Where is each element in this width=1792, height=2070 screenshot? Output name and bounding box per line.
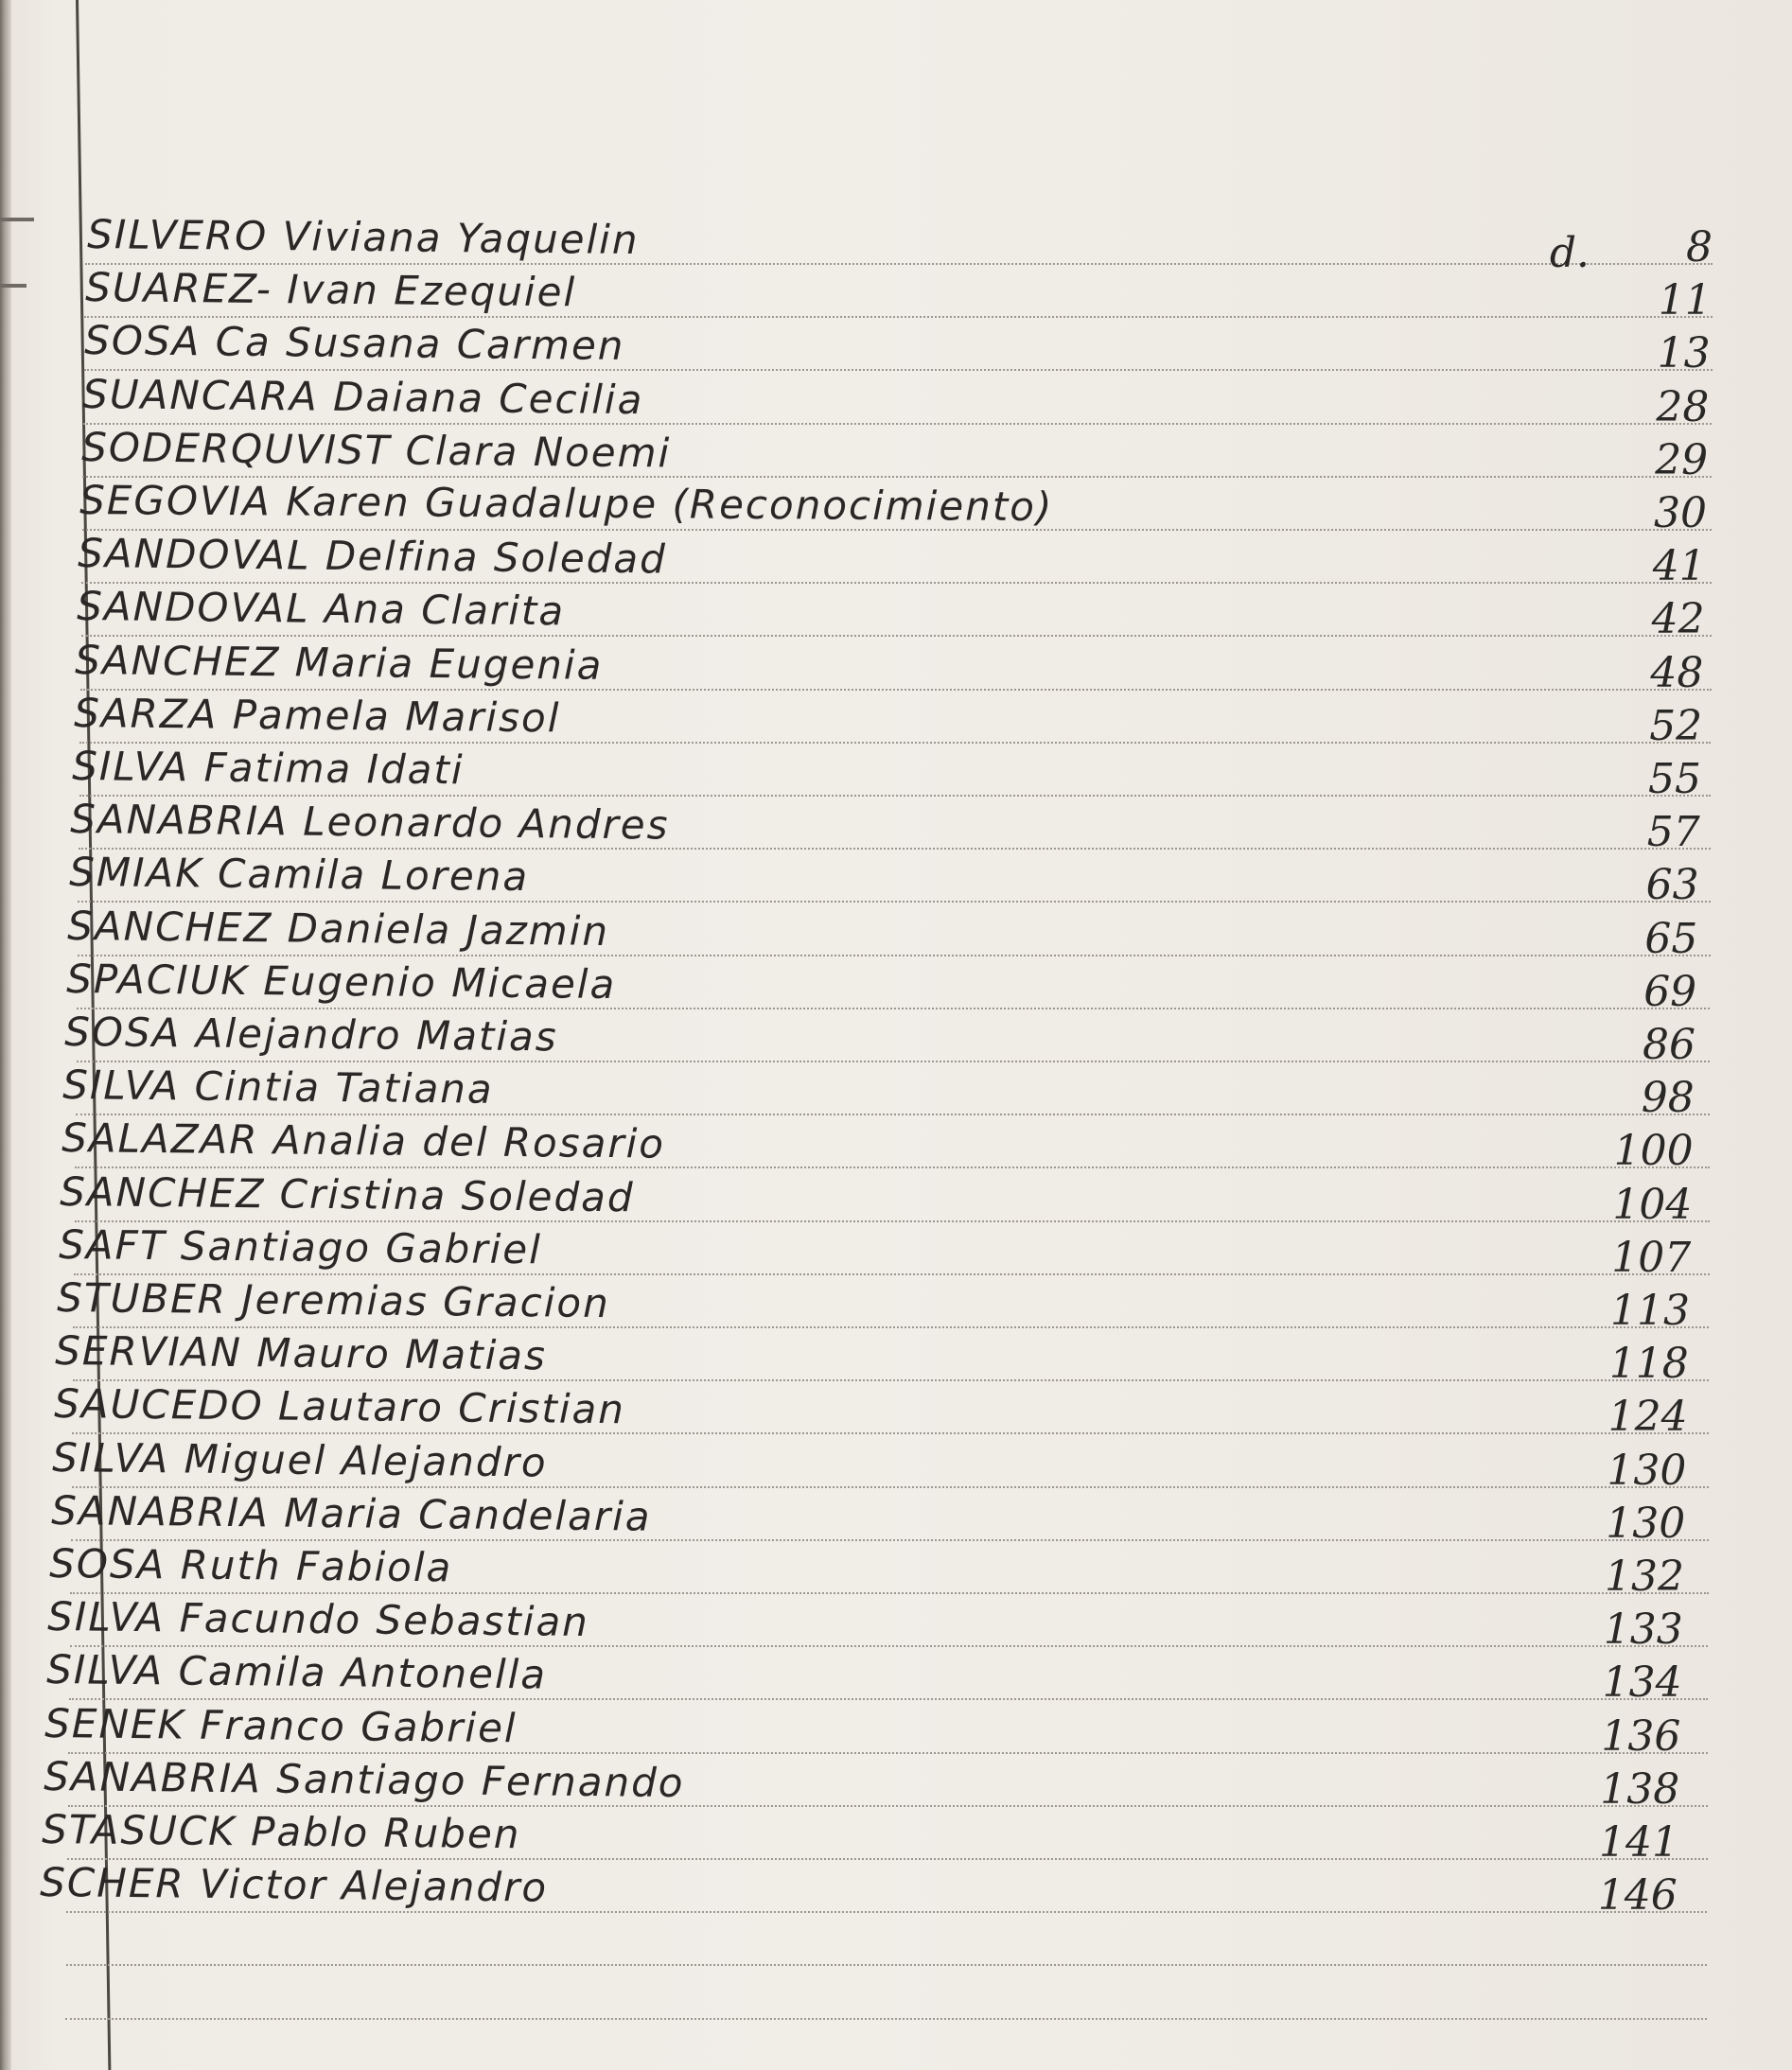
entry-number: 63 bbox=[1645, 861, 1699, 910]
list-item bbox=[0, 580, 1792, 644]
student-name: SUAREZ- Ivan Ezequiel bbox=[85, 264, 577, 316]
student-name: SANABRIA Maria Candelaria bbox=[50, 1486, 652, 1540]
student-name: SANABRIA Santiago Fernando bbox=[43, 1752, 685, 1806]
student-name: SILVA Fatima Idati bbox=[72, 743, 465, 794]
student-name: SAUCEDO Lautaro Cristian bbox=[53, 1380, 625, 1433]
student-name: SANDOVAL Ana Clarita bbox=[76, 583, 566, 635]
entry-number: 11 bbox=[1658, 276, 1712, 325]
list-item bbox=[0, 314, 1792, 378]
entry-number: 8 bbox=[1686, 223, 1713, 272]
entry-number: 134 bbox=[1602, 1658, 1682, 1708]
entry-number: 29 bbox=[1655, 435, 1709, 484]
list-item bbox=[0, 1112, 1792, 1176]
entry-number: 48 bbox=[1650, 648, 1704, 697]
list-item bbox=[0, 740, 1792, 803]
entry-number: 55 bbox=[1648, 755, 1701, 803]
student-name: SANABRIA Leonardo Andres bbox=[70, 796, 671, 849]
entry-number: 113 bbox=[1610, 1287, 1690, 1335]
student-name: SANCHEZ Daniela Jazmin bbox=[67, 902, 610, 955]
entry-number: 130 bbox=[1607, 1446, 1687, 1495]
student-name: SOSA Ca Susana Carmen bbox=[83, 317, 625, 370]
student-name: SENEK Franco Gabriel bbox=[44, 1699, 518, 1751]
entry-number: 124 bbox=[1608, 1393, 1688, 1442]
entry-number: 141 bbox=[1599, 1818, 1678, 1867]
list-item bbox=[0, 793, 1792, 857]
list-item bbox=[0, 1643, 1792, 1708]
ruled-line bbox=[66, 1964, 1707, 1966]
list-item bbox=[0, 687, 1792, 750]
list-item bbox=[0, 953, 1792, 1016]
student-name: SODERQUVIST Clara Noemi bbox=[80, 423, 672, 477]
list-item bbox=[0, 1750, 1792, 1814]
list-item bbox=[0, 846, 1792, 910]
student-name: SANCHEZ Maria Eugenia bbox=[75, 636, 604, 689]
list-item bbox=[0, 1219, 1792, 1282]
list-item bbox=[0, 1803, 1792, 1867]
list-item bbox=[0, 1006, 1792, 1069]
entry-number: 118 bbox=[1608, 1340, 1689, 1389]
student-name: SAFT Santiago Gabriel bbox=[58, 1220, 542, 1273]
list-item bbox=[0, 1590, 1792, 1655]
entry-number: 57 bbox=[1646, 808, 1700, 857]
student-name: SARZA Pamela Marisol bbox=[73, 689, 561, 742]
entry-number: 30 bbox=[1654, 489, 1707, 537]
entry-number: 133 bbox=[1603, 1605, 1683, 1655]
student-name: SUANCARA Daiana Cecilia bbox=[82, 370, 644, 423]
list-item bbox=[0, 208, 1792, 277]
list-item bbox=[0, 1537, 1792, 1601]
list-item bbox=[0, 1059, 1792, 1123]
student-name: SANCHEZ Cristina Soledad bbox=[60, 1167, 636, 1220]
list-item bbox=[0, 527, 1792, 591]
entry-number: 132 bbox=[1605, 1552, 1684, 1601]
list-item bbox=[0, 261, 1792, 325]
entry-number: 138 bbox=[1600, 1764, 1680, 1814]
student-name: SALAZAR Analia del Rosario bbox=[61, 1114, 666, 1168]
entry-number: 65 bbox=[1644, 914, 1698, 963]
list-item bbox=[0, 900, 1792, 963]
list-item bbox=[0, 1166, 1792, 1229]
student-name: SANDOVAL Delfina Soledad bbox=[78, 530, 668, 583]
entry-number: 100 bbox=[1613, 1127, 1694, 1176]
entry-number: 52 bbox=[1649, 701, 1703, 750]
list-item bbox=[0, 1272, 1792, 1335]
student-name: SILVA Camila Antonella bbox=[45, 1646, 548, 1698]
student-name: SILVERO Viviana Yaquelin bbox=[87, 211, 640, 264]
entry-number: 13 bbox=[1657, 329, 1711, 378]
list-item bbox=[0, 474, 1792, 537]
entry-number: 130 bbox=[1606, 1499, 1686, 1548]
list-item bbox=[0, 1431, 1792, 1495]
entry-number: 107 bbox=[1611, 1233, 1692, 1282]
entry-number: 146 bbox=[1597, 1871, 1678, 1921]
student-name: SOSA Ruth Fabiola bbox=[49, 1540, 453, 1591]
entry-number: 98 bbox=[1641, 1074, 1695, 1123]
list-item bbox=[0, 1697, 1792, 1761]
student-name: SILVA Cintia Tatiana bbox=[62, 1061, 495, 1113]
list-item bbox=[0, 421, 1792, 484]
list-item bbox=[0, 1377, 1792, 1442]
entry-number: 86 bbox=[1643, 1021, 1695, 1069]
list-item bbox=[0, 634, 1792, 697]
entry-number: 69 bbox=[1643, 967, 1697, 1016]
list-item bbox=[0, 1324, 1792, 1389]
student-name: SCHER Victor Alejandro bbox=[40, 1859, 549, 1911]
student-name: SPACIUK Eugenio Micaela bbox=[65, 955, 617, 1008]
student-name: STUBER Jeremias Gracion bbox=[57, 1274, 610, 1327]
ruled-line bbox=[65, 2018, 1707, 2020]
student-name: SMIAK Camila Lorena bbox=[68, 849, 530, 901]
list-item bbox=[0, 368, 1792, 431]
student-name: SERVIAN Mauro Matias bbox=[55, 1327, 548, 1379]
entry-number: 104 bbox=[1612, 1180, 1693, 1229]
entry-number: 136 bbox=[1601, 1711, 1681, 1761]
entry-number: 41 bbox=[1652, 542, 1706, 591]
student-name: SILVA Miguel Alejandro bbox=[52, 1433, 549, 1486]
student-name: SEGOVIA Karen Guadalupe (Reconocimiento) bbox=[79, 477, 1054, 531]
list-item bbox=[0, 1856, 1792, 1921]
student-name: SOSA Alejandro Matias bbox=[64, 1009, 558, 1061]
entry-number: 28 bbox=[1656, 382, 1710, 431]
entry-number: 42 bbox=[1651, 595, 1705, 644]
student-name: STASUCK Pablo Ruben bbox=[42, 1806, 521, 1858]
entry-prefix: d. bbox=[1549, 229, 1590, 277]
list-item bbox=[0, 1484, 1792, 1548]
student-name: SILVA Facundo Sebastian bbox=[47, 1593, 590, 1646]
